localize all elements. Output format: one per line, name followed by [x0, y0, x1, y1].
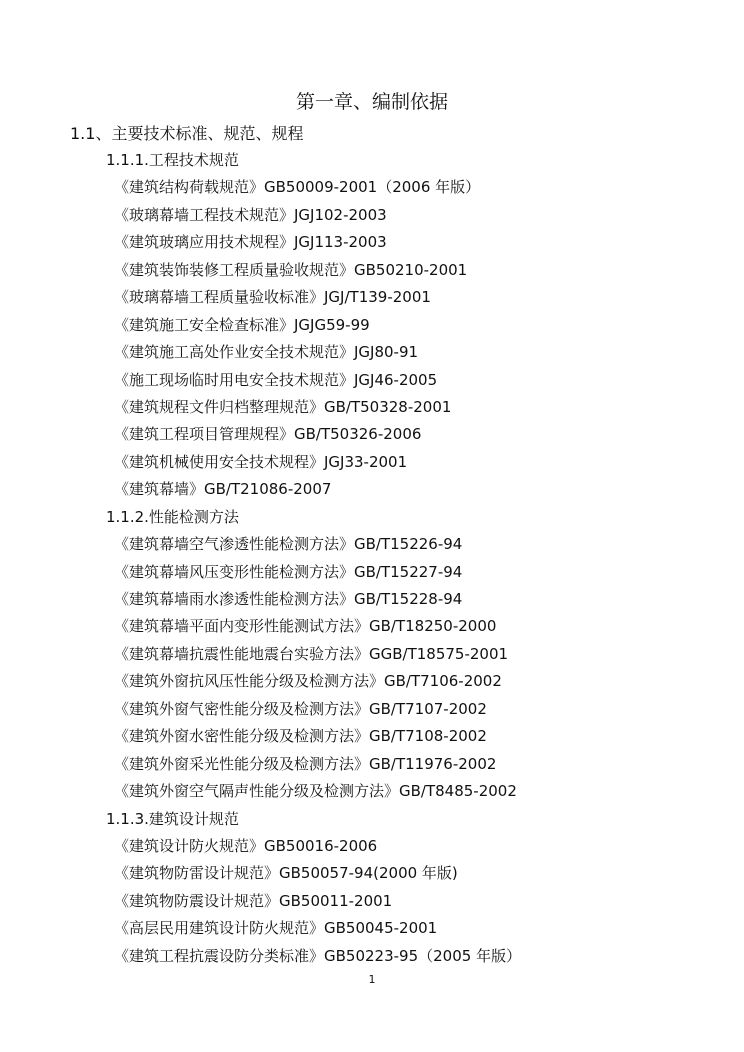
list-item: 《建筑设计防火规范》GB50016-2006 [114, 836, 378, 855]
page-number: 1 [368, 973, 376, 986]
list-item: 《建筑机械使用安全技术规程》JGJ33-2001 [114, 452, 408, 471]
list-item: 《建筑外窗空气隔声性能分级及检测方法》GB/T8485-2002 [114, 782, 517, 801]
list-item: 《建筑外窗抗风压性能分级及检测方法》GB/T7106-2002 [114, 672, 502, 691]
list-item: 《建筑幕墙空气渗透性能检测方法》GB/T15226-94 [114, 535, 463, 554]
subsection-heading-testing: 1.1.2.性能检测方法 [106, 507, 239, 526]
list-item: 《建筑施工安全检查标准》JGJG59-99 [114, 315, 370, 334]
list-item: 《建筑外窗采光性能分级及检测方法》GB/T11976-2002 [114, 754, 497, 773]
list-item: 《玻璃幕墙工程技术规范》JGJ102-2003 [114, 205, 387, 224]
list-item: 《建筑幕墙抗震性能地震台实验方法》GGB/T18575-2001 [114, 644, 509, 663]
list-item: 《高层民用建筑设计防火规范》GB50045-2001 [114, 919, 438, 938]
list-item: 《建筑幕墙》GB/T21086-2007 [114, 480, 332, 499]
list-item: 《施工现场临时用电安全技术规范》JGJ46-2005 [114, 370, 438, 389]
list-item: 《玻璃幕墙工程质量验收标准》JGJ/T139-2001 [114, 288, 431, 307]
section-heading: 1.1、主要技术标准、规范、规程 [70, 124, 304, 143]
subsection-heading-engineering: 1.1.1.工程技术规范 [106, 151, 239, 169]
list-item: 《建筑幕墙雨水渗透性能检测方法》GB/T15228-94 [114, 590, 463, 608]
list-item: 《建筑规程文件归档整理规范》GB/T50328-2001 [114, 397, 452, 416]
list-item: 《建筑外窗气密性能分级及检测方法》GB/T7107-2002 [114, 699, 487, 718]
standards-list [0, 147, 744, 970]
list-item: 《建筑施工高处作业安全技术规范》JGJ80-91 [114, 343, 419, 362]
list-item: 《建筑幕墙平面内变形性能测试方法》GB/T18250-2000 [114, 617, 497, 636]
subsection-heading-design: 1.1.3.建筑设计规范 [106, 809, 239, 828]
list-item: 《建筑玻璃应用技术规程》JGJ113-2003 [114, 233, 387, 252]
list-item: 《建筑工程抗震设防分类标准》GB50223-95（2005 年版） [114, 946, 522, 965]
chapter-title: 第一章、编制依据 [295, 91, 448, 113]
list-item: 《建筑外窗水密性能分级及检测方法》GB/T7108-2002 [114, 727, 487, 746]
list-item: 《建筑物防雷设计规范》GB50057-94(2000 年版) [114, 864, 458, 883]
list-item: 《建筑工程项目管理规程》GB/T50326-2006 [114, 425, 422, 444]
list-item: 《建筑物防震设计规范》GB50011-2001 [114, 891, 393, 910]
list-item: 《建筑装饰装修工程质量验收规范》GB50210-2001 [114, 260, 468, 279]
list-item: 《建筑结构荷载规范》GB50009-2001（2006 年版） [114, 178, 481, 197]
list-item: 《建筑幕墙风压变形性能检测方法》GB/T15227-94 [114, 562, 463, 581]
